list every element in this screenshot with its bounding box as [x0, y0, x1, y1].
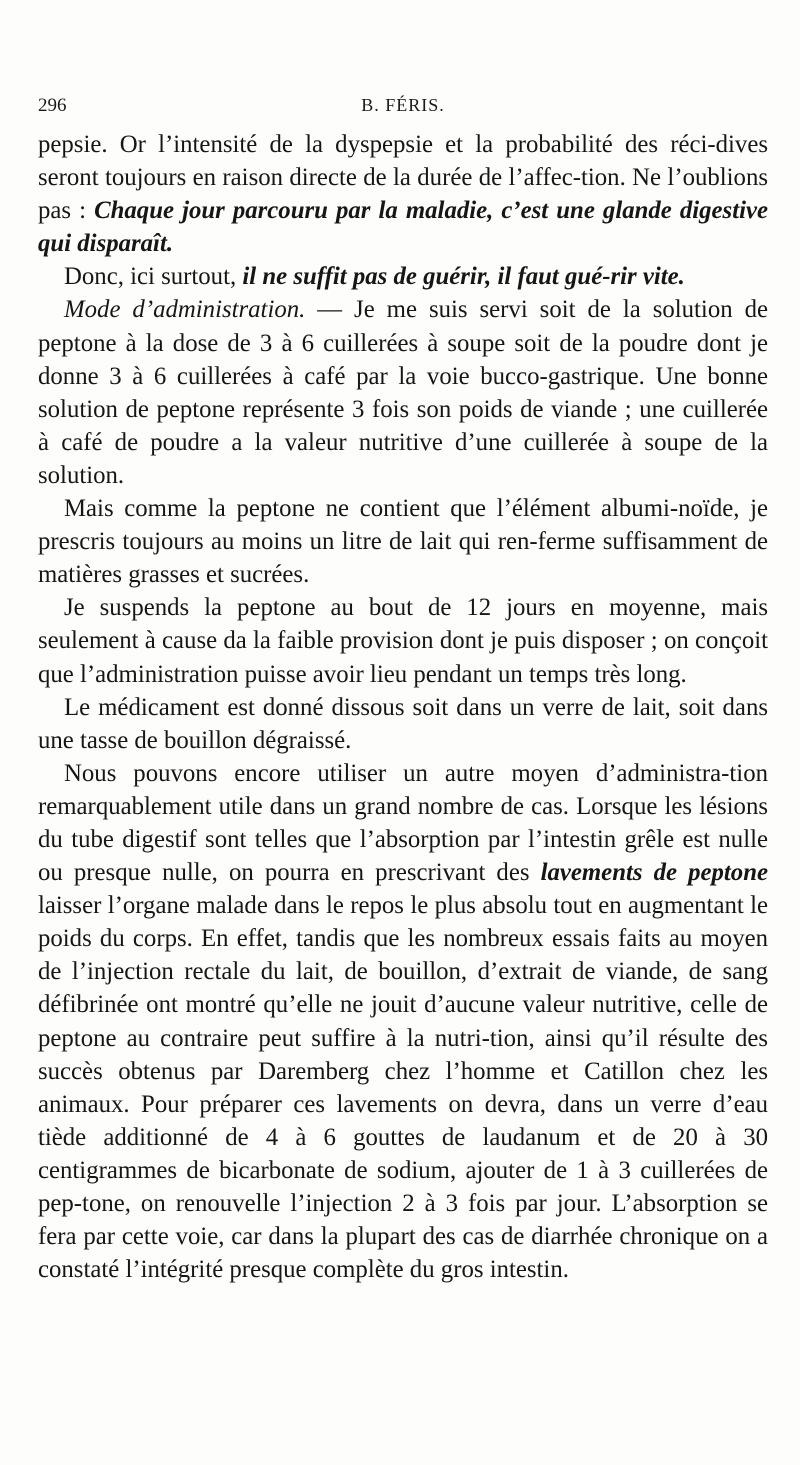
section-heading-mode-administration: Mode d’administration.	[64, 296, 306, 324]
paragraph-3	[38, 293, 768, 492]
paragraph-3-text: — Je me suis servi soit de la solution de peptone à la dose de 3 à 6 cuillerées à soupe soit de la poudre dont je donne 3 à 6 cuillerées à café par la voie bucco-gastrique. Une bonne solution de peptone représente 3 fois son poids de viande ; une cuillerée à café de poudre a la valeur nutritive d’une cuillerée à soupe de la solution.	[38, 296, 768, 489]
paragraph-7-italic: lavements de peptone	[540, 859, 768, 887]
paragraph-7	[38, 757, 768, 1287]
paragraph-2-italic: il ne suffit pas de guérir, il faut gué-rir vite.	[242, 263, 685, 291]
paragraph-7-text-before: Nous pouvons encore utiliser un autre moyen d’administra-tion remarquablement utile dans un grand nombre de cas. Lorsque les lésions du tube digestif sont telles que l’absorption par l’intestin grêle est nulle ou presque nulle, on pourra en prescrivant des	[38, 759, 768, 887]
body-text	[38, 128, 768, 1286]
page-number: 296	[38, 95, 67, 116]
paragraph-5: Je suspends la peptone au bout de 12 jours en moyenne, mais seulement à cause da la faible provision dont je puis disposer ; on conçoit que l’administration puisse avoir lieu pendant un temps très long.	[38, 594, 768, 688]
paragraph-1-italic: Chaque jour parcouru par la maladie, c’est une glande digestive qui disparaît.	[38, 197, 768, 258]
paragraph-6: Le médicament est donné dissous soit dans un verre de lait, soit dans une tasse de bouillon dégraissé.	[38, 693, 768, 754]
running-head-title: B. FÉRIS.	[361, 95, 445, 115]
paragraph-2	[38, 260, 768, 293]
paragraph-2-text: Donc, ici surtout,	[64, 263, 243, 291]
paragraph-1	[38, 128, 768, 260]
paragraph-4: Mais comme la peptone ne contient que l’élément albumi-noïde, je prescris toujours au moins un litre de lait qui ren-ferme suffisamment de matières grasses et sucrées.	[38, 495, 768, 589]
running-head	[38, 95, 768, 121]
paragraph-1-text: pepsie. Or l’intensité de la dyspepsie et la probabilité des réci-dives seront toujours en raison directe de la durée de l’affec-tion. Ne l’oublions pas :	[38, 131, 768, 225]
paragraph-7-text-after: laisser l’organe malade dans le repos le plus absolu tout en augmentant le poids du corps. En effet, tandis que les nombreux essais faits au moyen de l’injection rectale du lait, de bouillon, d’extrait de viande, de sang défibrinée ont montré qu’elle ne jouit d’aucune valeur nutritive, celle de peptone au contraire peut suffire à la nutri-tion, ainsi qu’il résulte des succès obtenus par Daremberg chez l’homme et Catillon chez les animaux. Pour préparer ces lavements on devra, dans un verre d’eau tiède additionné de 4 à 6 gouttes de laudanum et de 20 à 30 centigrammes de bicarbonate de sodium, ajouter de 1 à 3 cuillerées de pep-tone, on renouvelle l’injection 2 à 3 fois par jour. L’absorption se fera par cette voie, car dans la plupart des cas de diarrhée chronique on a constaté l’intégrité presque complète du gros intestin.	[38, 892, 768, 1284]
